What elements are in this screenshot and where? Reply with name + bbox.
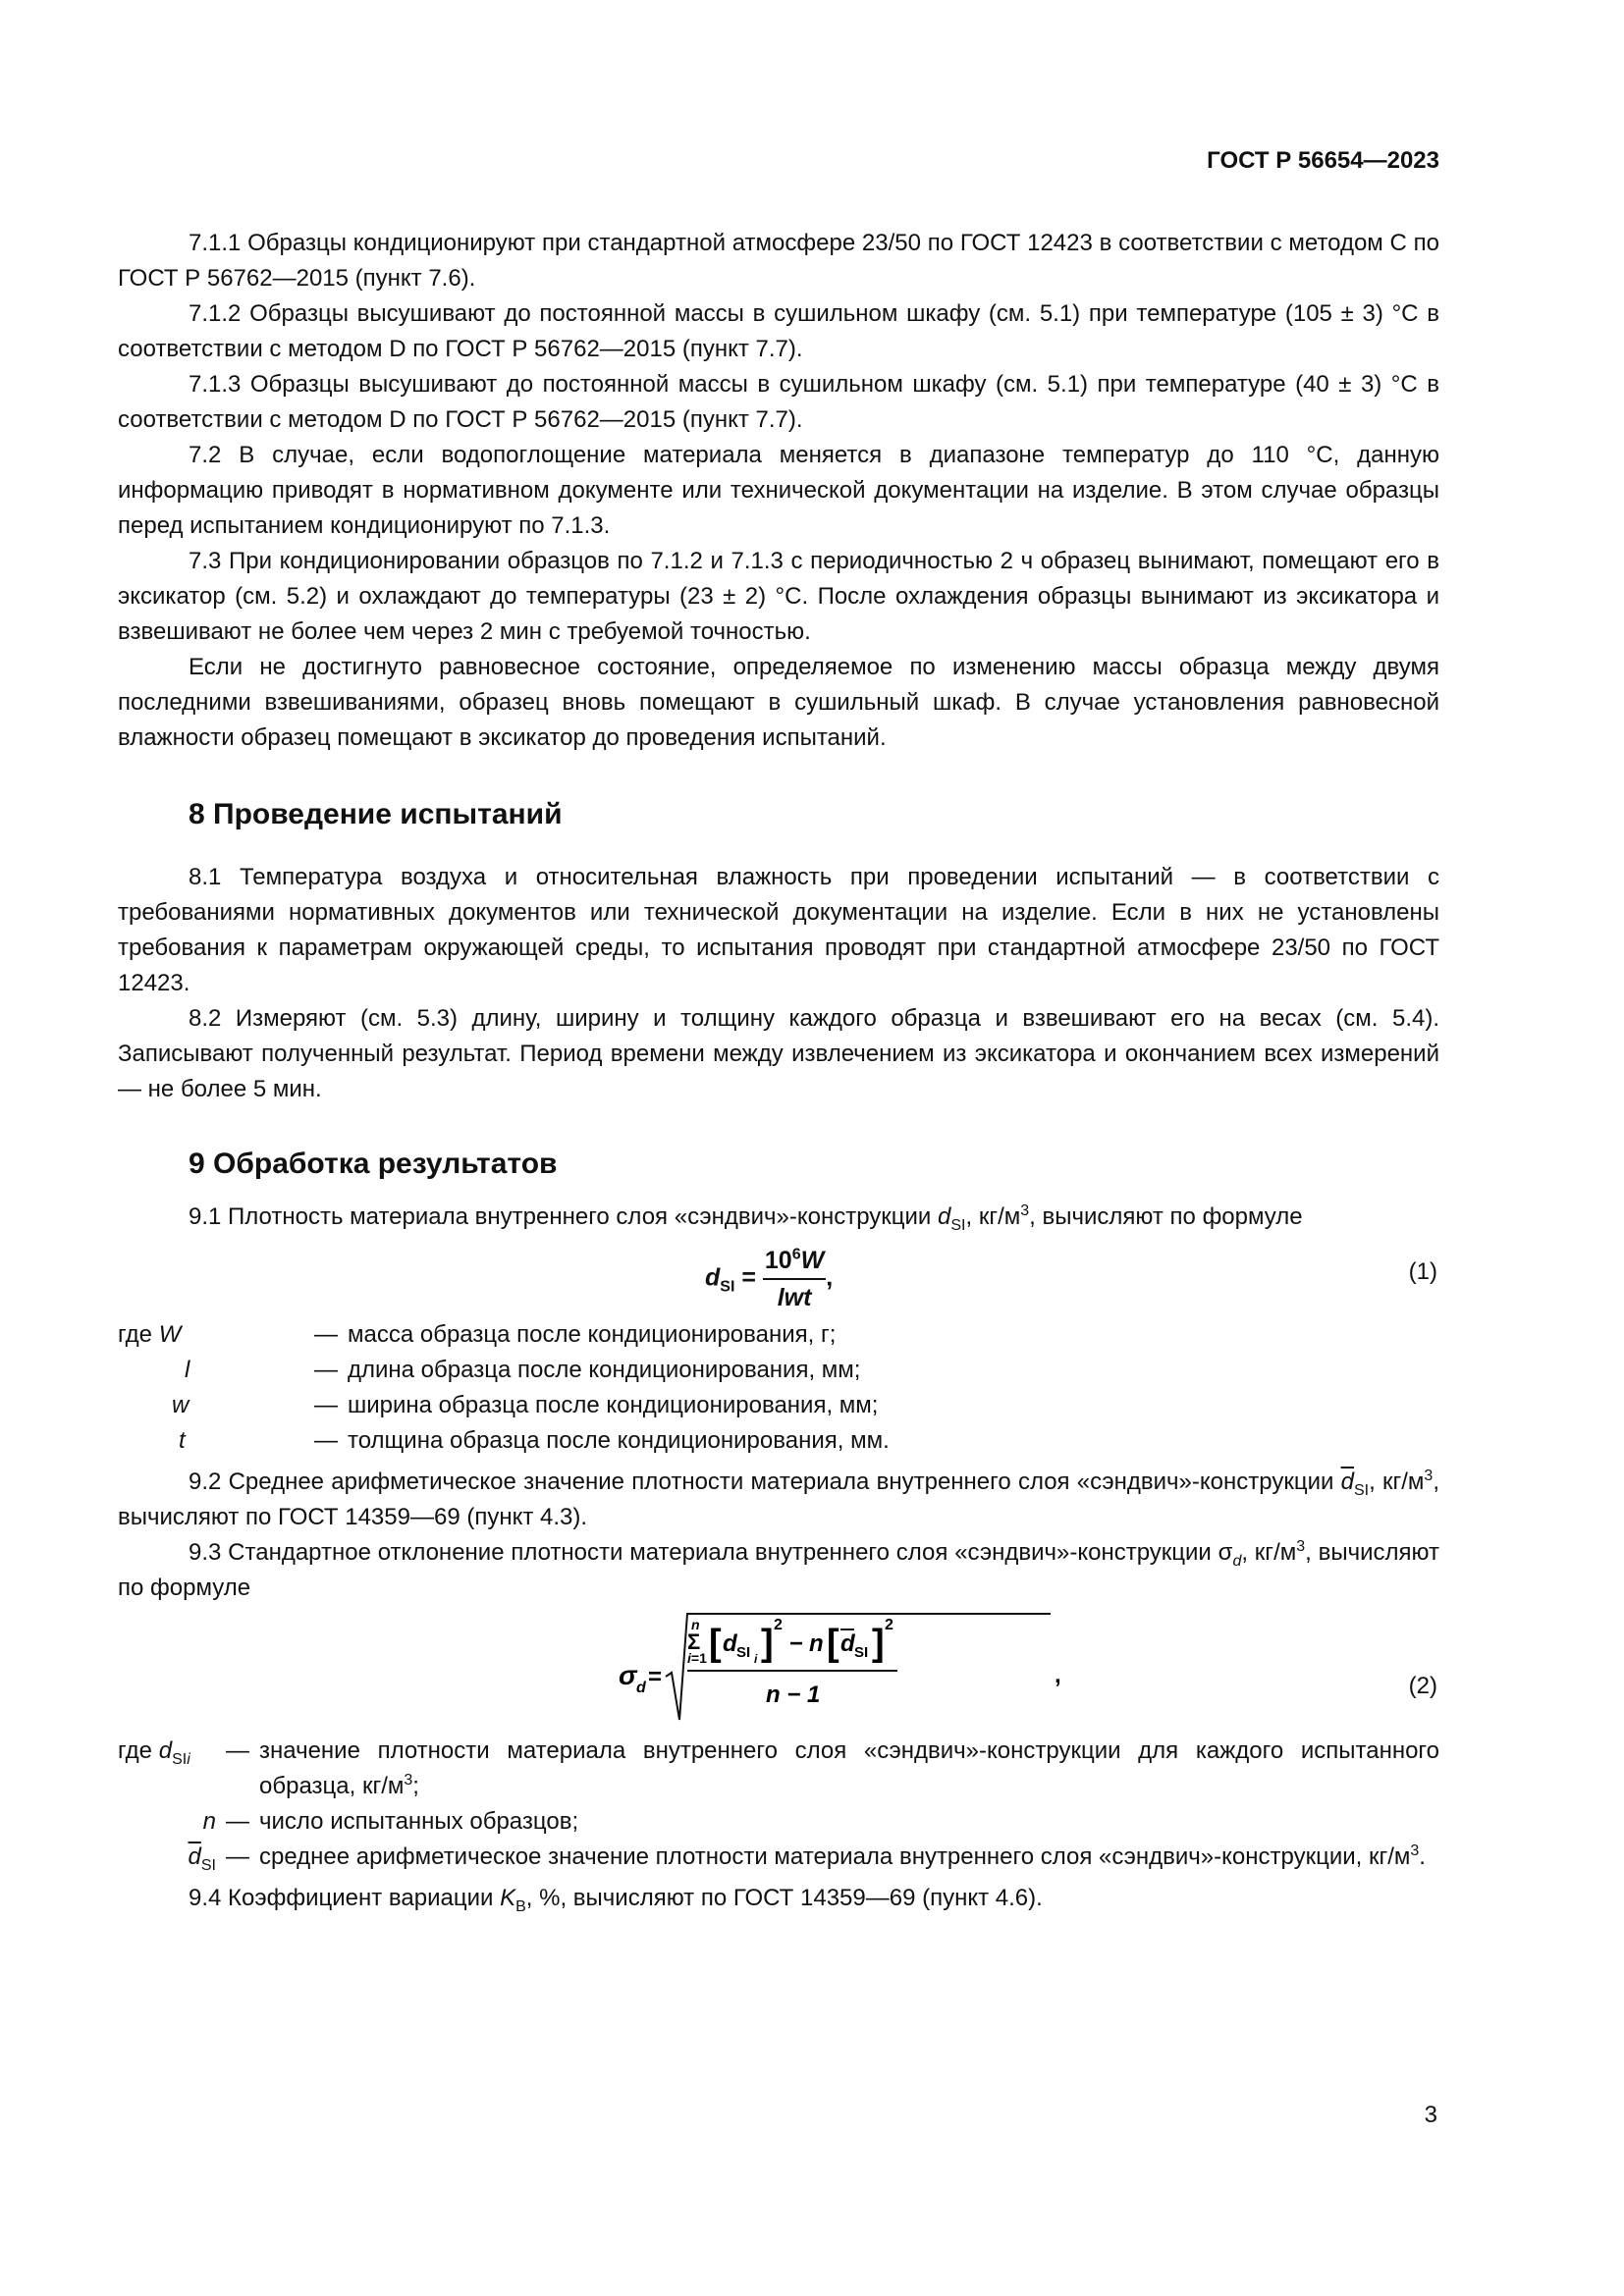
paragraph-9-1: 9.1 Плотность материала внутреннего слоя «сэндвич»-конструкции $d_{SI}$, $кг/м^3$, вычисляют по формуле [189, 1202, 1303, 1234]
svg-text:=: = [648, 1664, 663, 1690]
paragraph-7-1-2: 7.1.2 Образцы высушивают до постоянной массы в сушильном шкафу (см. 5.1) при температуре (105 ± 3) °С в соответствии с методом D по ГОСТ Р 56762—2015 (пункт 7.7). [118, 300, 1439, 362]
svg-text:2: 2 [885, 1617, 893, 1633]
equation-2-legend [118, 1734, 1439, 1875]
paragraph-7-1-1: 7.1.1 Образцы кондиционируют при стандартной атмосфере 23/50 по ГОСТ 12423 в соответствии с методом С по ГОСТ Р 56762—2015 (пункт 7.6). [118, 230, 1439, 292]
svg-text:n: n [809, 1630, 824, 1657]
equation-2-label: (2) [1408, 1673, 1437, 1699]
paragraph-7-2: 7.2 В случае, если водопоглощение материала меняется в диапазоне температур до 110 °С, данную информацию приводят в нормативном документе или технической документации на изделие. В этом случае образцы перед испытанием кондиционируют по 7.1.3. [118, 442, 1439, 539]
equation-1-lhs: d [705, 1263, 721, 1292]
svg-text:,: , [1055, 1662, 1061, 1688]
svg-text:n − 1: n − 1 [766, 1682, 821, 1708]
svg-text:d: d [636, 1680, 646, 1696]
equation-1-label: (1) [1408, 1258, 1437, 1285]
svg-text:2: 2 [774, 1617, 783, 1633]
equation-2-lhs: σ [619, 1660, 637, 1690]
equation-1-fraction: $\frac{10^6W}{\text{lwt}}$ [763, 1243, 826, 1315]
equation-2 [118, 1606, 1439, 1734]
paragraph-9-2: 9.2 Среднее арифметическое значение плотности материала внутреннего слоя «сэндвич»-конструкции $\overline{d}_{SI}$, $кг/м^3$, вычисляют по ГОСТ 14359—69 (пункт 4.3). [118, 1468, 1439, 1530]
svg-text:]: ] [872, 1623, 885, 1664]
legend-row: t — толщина образца после кондиционирования, мм. [179, 1427, 890, 1454]
paragraph-8-2: 8.2 Измеряют (см. 5.3) длину, ширину и толщину каждого образца и взвешивают его на весах (см. 5.4). Записывают полученный результат. Период времени между извлечением из эксикатора и окончанием всех измерений — не более 5 мин. [118, 1005, 1439, 1102]
svg-text:SI: SI [854, 1644, 869, 1661]
legend-row: где W — масса образца после кондиционирования, г; [118, 1321, 837, 1348]
svg-text:i=1: i=1 [687, 1650, 707, 1666]
legend-row: n — число испытанных образцов; [202, 1808, 579, 1835]
legend-row: где $d_{SIi}$ — значение плотности материала внутреннего слоя «сэндвич»-конструкции для каждого испытанного образца, $кг/м^3$; [118, 1737, 1439, 1799]
equation-1: $d_{SI}$ = $\frac{10^6W}{\text{lwt}}$ , (1) [118, 1239, 1439, 1308]
equation-2-formula [609, 1612, 1080, 1730]
paragraph-9-4: 9.4 Коэффициент вариации $K_В$, %, вычисляют по ГОСТ 14359—69 (пункт 4.6). [189, 1885, 1043, 1915]
paragraph-7-3-continued: Если не достигнуто равновесное состояние, определяемое по изменению массы образца между двумя последними взвешиваниями, образец вновь помещают в сушильный шкаф. В случае установления равновесной влажности образец помещают в эксикатор до проведения испытаний. [118, 654, 1439, 751]
section-8-heading: 8 Проведение испытаний [189, 798, 563, 830]
paragraph-7-1-3: 7.1.3 Образцы высушивают до постоянной массы в сушильном шкафу (см. 5.1) при температуре (40 ± 3) °С в соответствии с методом D по ГОСТ Р 56762—2015 (пункт 7.7). [118, 371, 1439, 433]
svg-text:d: d [723, 1630, 737, 1657]
equation-1-legend [118, 1317, 1439, 1459]
paragraph-7-3: 7.3 При кондиционировании образцов по 7.1.2 и 7.1.3 с периодичностью 2 ч образец вынимают, помещают его в эксикатор (см. 5.2) и охлаждают до температуры (23 ± 2) °С. После охлаждения образцы вынимают из эксикатора и взвешивают не более чем через 2 мин с требуемой точностью. [118, 548, 1439, 645]
document-body [118, 226, 1439, 1916]
legend-row: l — длина образца после кондиционирования, мм; [185, 1357, 861, 1383]
svg-text:−: − [789, 1630, 804, 1657]
legend-row: $\overline{d}_{SI}$ — среднее арифметическое значение плотности материала внутреннего слоя «сэндвич»-конструкции, $кг/м^3$. [188, 1842, 1426, 1874]
svg-text:[: [ [709, 1623, 722, 1664]
svg-text:n: n [691, 1617, 700, 1632]
standard-header: ГОСТ Р 56654—2023 [1207, 147, 1439, 174]
section-9-heading: 9 Обработка результатов [189, 1148, 558, 1180]
page-number: 3 [1424, 2102, 1437, 2128]
svg-text:i: i [754, 1652, 758, 1666]
sum-sign: Σ [687, 1629, 701, 1654]
svg-text:[: [ [827, 1623, 839, 1664]
svg-text:d: d [840, 1630, 855, 1657]
paragraph-8-1: 8.1 Температура воздуха и относительная влажность при проведении испытаний — в соответствии с требованиями нормативных документов или технической документации на изделие. Если в них не установлены требования к параметрам окружающей среды, то испытания проводят при стандартной атмосфере 23/50 по ГОСТ 12423. [118, 864, 1439, 996]
svg-text:]: ] [761, 1623, 774, 1664]
paragraph-9-3: 9.3 Стандартное отклонение плотности материала внутреннего слоя «сэндвич»-конструкции $\sigma_d$, $кг/м^3$, вычисляют по формуле [118, 1538, 1439, 1601]
legend-row: w — ширина образца после кондиционирования, мм; [172, 1392, 879, 1418]
svg-text:SI: SI [736, 1644, 751, 1661]
